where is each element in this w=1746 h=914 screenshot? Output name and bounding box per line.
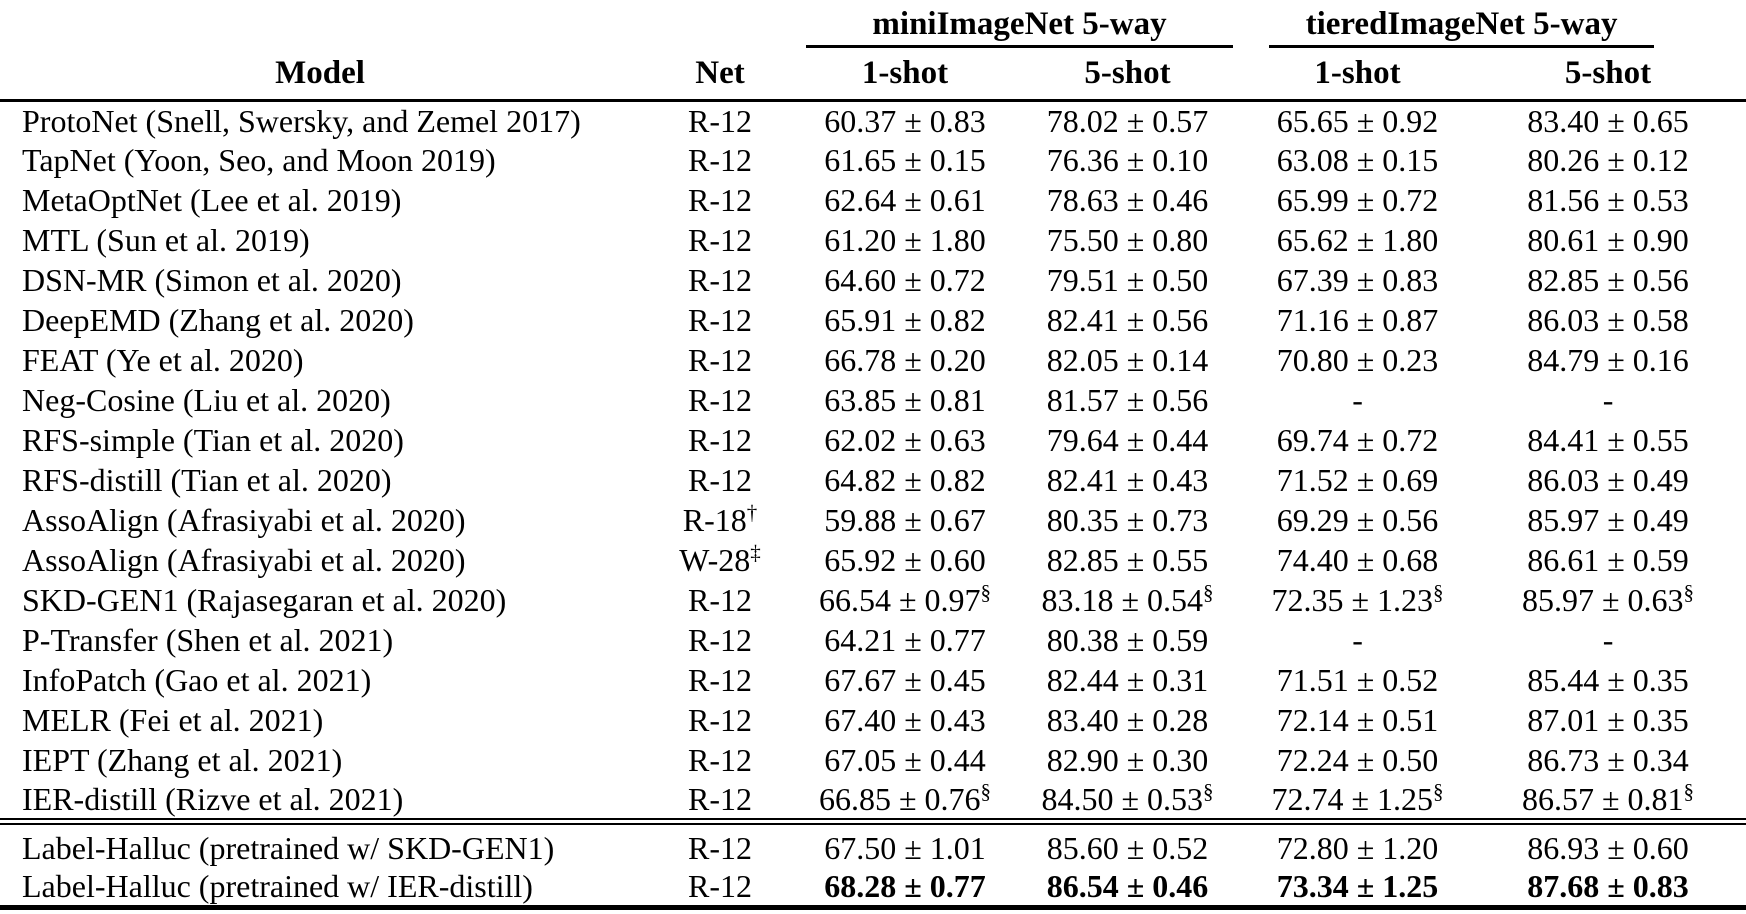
mini-5shot-value: 75.50 ± 0.80 [1046, 222, 1209, 258]
mini-1shot-cell [800, 300, 1010, 340]
mini-1shot-cell [800, 700, 1010, 740]
net-backbone: R-12 [688, 622, 752, 658]
mini-1shot-value: 66.54 ± 0.97 [818, 582, 981, 618]
mini-1shot-value: 64.82 ± 0.82 [824, 462, 986, 498]
mini-1shot-cell [800, 780, 1010, 822]
mini-5shot-value: 81.57 ± 0.56 [1046, 382, 1209, 418]
tiered-5shot-value: 86.57 ± 0.81 [1521, 781, 1684, 817]
mini-1shot-cell [800, 822, 1010, 868]
net-cell [640, 420, 800, 460]
tiered-5shot-value: 83.40 ± 0.65 [1527, 102, 1689, 139]
mini-1shot-value: 65.91 ± 0.82 [824, 302, 986, 338]
tiered-5shot-value: 80.61 ± 0.90 [1527, 222, 1689, 258]
table-row [0, 460, 1746, 500]
mini-5shot-value: 83.18 ± 0.54 [1041, 582, 1204, 618]
tiered-5shot-cell [1470, 260, 1746, 300]
mini-1shot-cell [800, 100, 1010, 140]
model-name: IEPT (Zhang et al. 2021) [22, 742, 343, 778]
dataset-group-row [0, 0, 1746, 48]
model-name: Label-Halluc (pretrained w/ SKD-GEN1) [22, 830, 555, 866]
model-name-cell [0, 660, 640, 700]
net-backbone: R-12 [688, 422, 752, 458]
net-backbone: R-12 [688, 868, 752, 904]
tiered-5shot-cell [1470, 180, 1746, 220]
tiered-5shot-cell [1470, 140, 1746, 180]
model-name-cell [0, 822, 640, 868]
mini-5shot-value: 82.85 ± 0.55 [1046, 542, 1209, 578]
mini-1shot-cell [800, 260, 1010, 300]
tiered-5shot-value: 86.03 ± 0.49 [1527, 462, 1689, 498]
model-name-cell [0, 540, 640, 580]
tiered-1shot-cell [1245, 420, 1470, 460]
mini-1shot-value: 67.67 ± 0.45 [824, 662, 986, 698]
tiered-1shot-cell [1245, 180, 1470, 220]
model-name-cell [0, 620, 640, 660]
net-backbone: W-28 [679, 542, 751, 578]
tiered-5shot-cell [1470, 740, 1746, 780]
model-name-cell [0, 420, 640, 460]
tiered-1shot-cell [1245, 100, 1470, 140]
table-row [0, 220, 1746, 260]
mini-1shot-cell [800, 620, 1010, 660]
mini-5shot-value: 82.05 ± 0.14 [1046, 342, 1209, 378]
table-row [0, 260, 1746, 300]
tiered-5shot-cell [1470, 540, 1746, 580]
footnote-marker: § [980, 779, 992, 804]
mini-1shot-value: 59.88 ± 0.67 [824, 502, 986, 538]
table-row [0, 100, 1746, 140]
tiered-5shot-value: 86.93 ± 0.60 [1527, 830, 1689, 866]
net-cell [640, 500, 800, 540]
tiered-1shot-value: 71.51 ± 0.52 [1276, 662, 1439, 698]
net-cell [640, 340, 800, 380]
net-backbone: R-12 [688, 222, 752, 258]
mini-5shot-value: 82.90 ± 0.30 [1046, 742, 1209, 778]
net-backbone: R-12 [688, 830, 752, 866]
model-name-cell [0, 260, 640, 300]
mini-5shot-cell [1010, 100, 1245, 140]
tiered-1shot-value: 71.52 ± 0.69 [1276, 462, 1439, 498]
mini-5shot-cell [1010, 822, 1245, 868]
footnote-marker: § [1683, 779, 1695, 804]
tiered-5shot-value: 86.03 ± 0.58 [1527, 302, 1689, 338]
net-cell [640, 260, 800, 300]
tiered-5shot-cell [1470, 500, 1746, 540]
mini-5shot-cell [1010, 260, 1245, 300]
table-row [0, 340, 1746, 380]
tiered-5shot-cell [1470, 867, 1746, 908]
mini-1shot-cell [800, 740, 1010, 780]
table-row [0, 500, 1746, 540]
tiered-1shot-cell [1245, 780, 1470, 822]
tiered-5shot-cell [1470, 660, 1746, 700]
mini-5shot-cell [1010, 867, 1245, 908]
tiered-5shot-cell [1470, 580, 1746, 620]
baseline-rows-section [0, 100, 1746, 822]
mini-5shot-cell [1010, 140, 1245, 180]
table-row [0, 580, 1746, 620]
net-backbone: R-12 [688, 102, 752, 139]
mini-1shot-cell [800, 500, 1010, 540]
tiered-5shot-cell [1470, 100, 1746, 140]
mini-1shot-value: 65.92 ± 0.60 [824, 542, 986, 578]
mini-5shot-cell [1010, 700, 1245, 740]
tiered-1shot-value: 63.08 ± 0.15 [1276, 142, 1439, 178]
tiered-5shot-value: 86.73 ± 0.34 [1527, 742, 1689, 778]
mini-1shot-value: 67.05 ± 0.44 [824, 742, 986, 778]
table-row [0, 300, 1746, 340]
mini-5shot-value: 82.41 ± 0.56 [1046, 302, 1209, 338]
model-name: MetaOptNet (Lee et al. 2019) [22, 182, 402, 218]
tiered-1shot-cell [1245, 140, 1470, 180]
table-row [0, 867, 1746, 908]
column-header-mini-1shot: 1-shot [800, 48, 1010, 100]
net-backbone: R-12 [688, 582, 752, 618]
net-cell [640, 740, 800, 780]
net-backbone: R-12 [688, 262, 752, 298]
tiered-1shot-value: 69.74 ± 0.72 [1276, 422, 1439, 458]
model-name: MTL (Sun et al. 2019) [22, 222, 310, 258]
mini-1shot-value: 62.64 ± 0.61 [824, 182, 986, 218]
mini-1shot-value: 64.21 ± 0.77 [824, 622, 986, 658]
table-row [0, 420, 1746, 460]
net-backbone: R-12 [688, 182, 752, 218]
tiered-1shot-value: 74.40 ± 0.68 [1276, 542, 1439, 578]
tiered-5shot-cell [1470, 700, 1746, 740]
net-cell [640, 867, 800, 908]
table-header [0, 0, 1746, 100]
column-header-mini-5shot: 5-shot [1010, 48, 1245, 100]
model-name-cell [0, 700, 640, 740]
tiered-5shot-value: 86.61 ± 0.59 [1527, 542, 1689, 578]
model-name: DSN-MR (Simon et al. 2020) [22, 262, 402, 298]
model-name: FEAT (Ye et al. 2020) [22, 342, 304, 378]
tiered-1shot-value: - [1352, 622, 1363, 658]
group-header-tieredimagenet: tieredImageNet 5-way [1269, 6, 1654, 48]
tiered-1shot-cell [1245, 380, 1470, 420]
mini-5shot-value: 78.02 ± 0.57 [1046, 102, 1209, 139]
footnote-marker: § [1203, 779, 1214, 804]
model-name-cell [0, 140, 640, 180]
net-cell [640, 700, 800, 740]
net-cell [640, 460, 800, 500]
model-name-cell [0, 500, 640, 540]
tiered-1shot-cell [1245, 700, 1470, 740]
table-row [0, 380, 1746, 420]
tiered-5shot-value: 85.97 ± 0.63 [1521, 582, 1684, 618]
mini-1shot-value: 66.78 ± 0.20 [824, 342, 986, 378]
tiered-5shot-value: 81.56 ± 0.53 [1527, 182, 1689, 218]
mini-1shot-value: 60.37 ± 0.83 [824, 102, 986, 139]
net-cell [640, 780, 800, 822]
mini-1shot-value: 64.60 ± 0.72 [824, 262, 986, 298]
mini-1shot-cell [800, 867, 1010, 908]
tiered-5shot-value: 85.44 ± 0.35 [1527, 662, 1689, 698]
tiered-5shot-cell [1470, 780, 1746, 822]
tiered-1shot-value: 70.80 ± 0.23 [1276, 342, 1439, 378]
net-cell [640, 822, 800, 868]
mini-5shot-cell [1010, 340, 1245, 380]
tiered-5shot-value: - [1602, 382, 1614, 418]
net-backbone: R-12 [688, 382, 752, 418]
tiered-5shot-value: 85.97 ± 0.49 [1527, 502, 1689, 538]
model-name-cell [0, 340, 640, 380]
mini-5shot-value: 80.38 ± 0.59 [1046, 622, 1209, 658]
tiered-5shot-value: 80.26 ± 0.12 [1527, 142, 1689, 178]
model-name-cell [0, 100, 640, 140]
mini-1shot-cell [800, 340, 1010, 380]
tiered-1shot-cell [1245, 540, 1470, 580]
mini-5shot-cell [1010, 540, 1245, 580]
net-cell [640, 100, 800, 140]
mini-5shot-cell [1010, 580, 1245, 620]
model-name: Neg-Cosine (Liu et al. 2020) [22, 382, 391, 418]
column-header-tiered-5shot: 5-shot [1470, 48, 1746, 100]
model-name-cell [0, 380, 640, 420]
header-spacer [0, 0, 800, 48]
tiered-1shot-cell [1245, 867, 1470, 908]
model-name-cell [0, 580, 640, 620]
net-backbone: R-12 [688, 742, 752, 778]
table-row [0, 740, 1746, 780]
mini-1shot-value: 67.50 ± 1.01 [824, 830, 986, 866]
tiered-5shot-cell [1470, 340, 1746, 380]
tiered-1shot-value: 65.62 ± 1.80 [1276, 222, 1439, 258]
mini-5shot-cell [1010, 740, 1245, 780]
tiered-5shot-value: 87.01 ± 0.35 [1527, 702, 1689, 738]
mini-5shot-cell [1010, 300, 1245, 340]
net-cell [640, 540, 800, 580]
mini-5shot-cell [1010, 180, 1245, 220]
mini-5shot-value: 84.50 ± 0.53 [1041, 781, 1204, 817]
mini-5shot-value: 78.63 ± 0.46 [1046, 182, 1209, 218]
tiered-5shot-cell [1470, 822, 1746, 868]
net-cell [640, 620, 800, 660]
model-name-cell [0, 220, 640, 260]
mini-1shot-cell [800, 540, 1010, 580]
mini-1shot-cell [800, 380, 1010, 420]
model-name: InfoPatch (Gao et al. 2021) [22, 662, 372, 698]
mini-1shot-value: 62.02 ± 0.63 [824, 422, 986, 458]
net-cell [640, 300, 800, 340]
net-backbone: R-12 [688, 662, 752, 698]
net-backbone: R-12 [688, 302, 752, 338]
mini-5shot-cell [1010, 380, 1245, 420]
model-name-cell [0, 300, 640, 340]
tiered-1shot-cell [1245, 260, 1470, 300]
tiered-1shot-cell [1245, 340, 1470, 380]
tiered-1shot-value: 72.80 ± 1.20 [1276, 830, 1439, 866]
mini-5shot-cell [1010, 620, 1245, 660]
tiered-1shot-cell [1245, 660, 1470, 700]
footnote-marker: † [746, 500, 758, 525]
tiered-1shot-value: 72.14 ± 0.51 [1276, 702, 1439, 738]
mini-1shot-cell [800, 660, 1010, 700]
footnote-marker: § [1203, 580, 1214, 605]
mini-5shot-value: 79.64 ± 0.44 [1046, 422, 1209, 458]
tiered-1shot-cell [1245, 620, 1470, 660]
mini-5shot-value: 86.54 ± 0.46 [1046, 868, 1209, 904]
footnote-marker: § [1433, 580, 1444, 605]
mini-1shot-cell [800, 180, 1010, 220]
net-cell [640, 180, 800, 220]
net-backbone: R-12 [688, 142, 752, 178]
mini-1shot-value: 61.65 ± 0.15 [824, 142, 986, 178]
net-cell [640, 380, 800, 420]
group-header-miniimagenet-cell [800, 0, 1245, 48]
model-name: RFS-distill (Tian et al. 2020) [22, 462, 392, 498]
net-backbone: R-18 [682, 502, 747, 538]
group-header-miniimagenet: miniImageNet 5-way [806, 6, 1233, 48]
model-name-cell [0, 180, 640, 220]
mini-5shot-value: 80.35 ± 0.73 [1046, 502, 1209, 538]
tiered-1shot-value: 65.65 ± 0.92 [1276, 102, 1439, 139]
tiered-1shot-value: 69.29 ± 0.56 [1276, 502, 1439, 538]
tiered-1shot-value: - [1352, 382, 1363, 418]
tiered-1shot-cell [1245, 822, 1470, 868]
column-header-tiered-1shot: 1-shot [1245, 48, 1470, 100]
footnote-marker: ‡ [750, 540, 761, 565]
net-backbone: R-12 [688, 342, 752, 378]
net-backbone: R-12 [688, 702, 752, 738]
model-name: DeepEMD (Zhang et al. 2020) [22, 302, 414, 338]
table-row [0, 822, 1746, 868]
table-row [0, 660, 1746, 700]
tiered-1shot-value: 73.34 ± 1.25 [1276, 868, 1439, 904]
model-name: MELR (Fei et al. 2021) [22, 702, 324, 738]
net-cell [640, 220, 800, 260]
tiered-1shot-cell [1245, 300, 1470, 340]
footnote-marker: § [1683, 580, 1695, 605]
mini-5shot-cell [1010, 780, 1245, 822]
mini-1shot-cell [800, 420, 1010, 460]
model-name: ProtoNet (Snell, Swersky, and Zemel 2017) [22, 102, 581, 139]
mini-5shot-value: 82.41 ± 0.43 [1046, 462, 1209, 498]
mini-1shot-cell [800, 580, 1010, 620]
column-header-model: Model [0, 48, 640, 100]
tiered-5shot-cell [1470, 460, 1746, 500]
tiered-1shot-value: 72.74 ± 1.25 [1271, 781, 1434, 817]
model-name: IER-distill (Rizve et al. 2021) [22, 781, 404, 817]
mini-5shot-value: 83.40 ± 0.28 [1046, 702, 1209, 738]
tiered-5shot-cell [1470, 380, 1746, 420]
model-name: AssoAlign (Afrasiyabi et al. 2020) [22, 502, 466, 538]
tiered-5shot-cell [1470, 420, 1746, 460]
tiered-1shot-value: 72.24 ± 0.50 [1276, 742, 1439, 778]
mini-1shot-value: 68.28 ± 0.77 [824, 868, 986, 904]
model-name: SKD-GEN1 (Rajasegaran et al. 2020) [22, 582, 507, 618]
model-name: RFS-simple (Tian et al. 2020) [22, 422, 404, 458]
table-row [0, 780, 1746, 822]
net-cell [640, 580, 800, 620]
footnote-marker: § [980, 580, 992, 605]
model-name: TapNet (Yoon, Seo, and Moon 2019) [22, 142, 496, 178]
tiered-1shot-cell [1245, 220, 1470, 260]
mini-1shot-cell [800, 460, 1010, 500]
tiered-5shot-value: - [1602, 622, 1614, 658]
table-row [0, 180, 1746, 220]
tiered-5shot-value: 84.41 ± 0.55 [1527, 422, 1689, 458]
net-cell [640, 660, 800, 700]
mini-5shot-cell [1010, 660, 1245, 700]
table-row [0, 620, 1746, 660]
tiered-1shot-value: 72.35 ± 1.23 [1271, 582, 1434, 618]
mini-1shot-value: 63.85 ± 0.81 [824, 382, 986, 418]
column-header-net: Net [640, 48, 800, 100]
tiered-1shot-value: 65.99 ± 0.72 [1276, 182, 1439, 218]
tiered-1shot-cell [1245, 460, 1470, 500]
mini-5shot-cell [1010, 420, 1245, 460]
tiered-5shot-value: 84.79 ± 0.16 [1527, 342, 1689, 378]
table-row [0, 140, 1746, 180]
tiered-1shot-cell [1245, 500, 1470, 540]
tiered-5shot-cell [1470, 620, 1746, 660]
net-cell [640, 140, 800, 180]
tiered-1shot-cell [1245, 580, 1470, 620]
model-name-cell [0, 780, 640, 822]
table-row [0, 540, 1746, 580]
tiered-1shot-cell [1245, 740, 1470, 780]
mini-1shot-cell [800, 220, 1010, 260]
tiered-1shot-value: 67.39 ± 0.83 [1276, 262, 1439, 298]
mini-5shot-cell [1010, 500, 1245, 540]
model-name-cell [0, 460, 640, 500]
tiered-5shot-cell [1470, 220, 1746, 260]
mini-1shot-cell [800, 140, 1010, 180]
column-header-row [0, 48, 1746, 100]
net-backbone: R-12 [688, 462, 752, 498]
group-header-tieredimagenet-cell [1245, 0, 1746, 48]
model-name: Label-Halluc (pretrained w/ IER-distill) [22, 868, 533, 904]
mini-5shot-cell [1010, 220, 1245, 260]
model-name-cell [0, 867, 640, 908]
mini-5shot-value: 82.44 ± 0.31 [1046, 662, 1209, 698]
model-name: AssoAlign (Afrasiyabi et al. 2020) [22, 542, 466, 578]
tiered-5shot-value: 82.85 ± 0.56 [1527, 262, 1689, 298]
footnote-marker: § [1433, 779, 1444, 804]
tiered-5shot-value: 87.68 ± 0.83 [1527, 868, 1689, 904]
mini-5shot-value: 79.51 ± 0.50 [1046, 262, 1209, 298]
mini-5shot-cell [1010, 460, 1245, 500]
model-name: P-Transfer (Shen et al. 2021) [22, 622, 394, 658]
label-halluc-rows-section [0, 822, 1746, 908]
mini-1shot-value: 66.85 ± 0.76 [818, 781, 981, 817]
mini-1shot-value: 61.20 ± 1.80 [824, 222, 986, 258]
mini-5shot-value: 76.36 ± 0.10 [1046, 142, 1209, 178]
tiered-1shot-value: 71.16 ± 0.87 [1276, 302, 1439, 338]
model-name-cell [0, 740, 640, 780]
mini-1shot-value: 67.40 ± 0.43 [824, 702, 986, 738]
net-backbone: R-12 [688, 781, 752, 817]
mini-5shot-value: 85.60 ± 0.52 [1046, 830, 1209, 866]
tiered-5shot-cell [1470, 300, 1746, 340]
table-row [0, 700, 1746, 740]
